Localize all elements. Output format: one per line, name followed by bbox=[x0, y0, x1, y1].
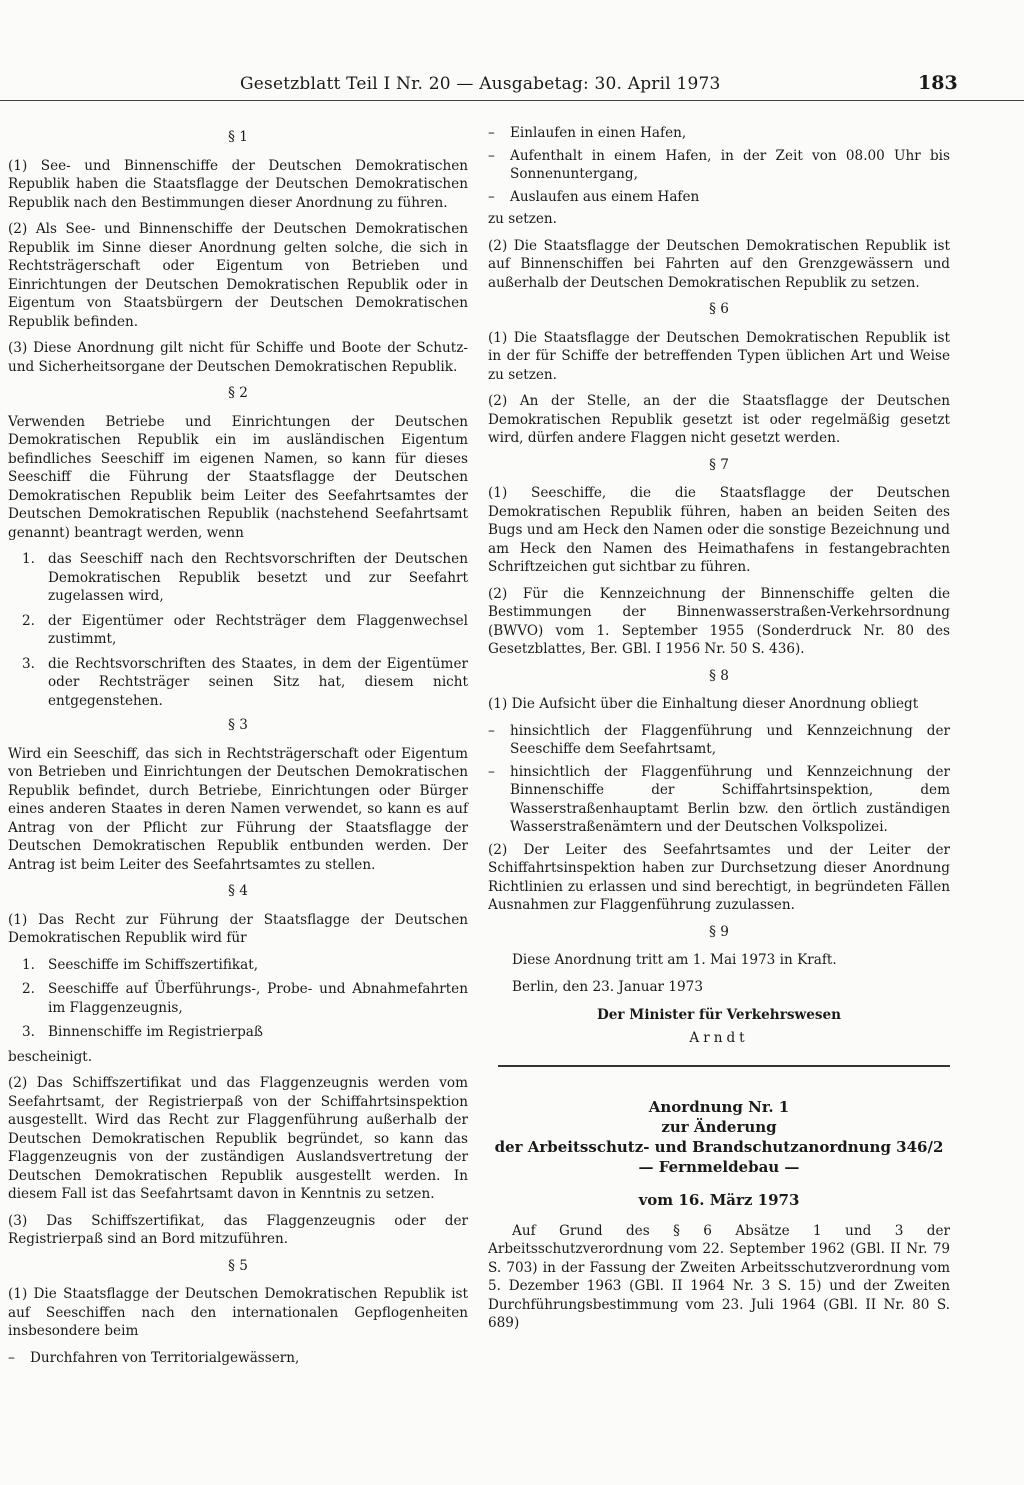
paragraph: (1) Seeschiffe, die die Staatsflagge der Deutschen Demokratischen Republik führen, haben an beiden Seiten des Bugs und am Heck den Namen oder die sonstige Bezeichnung und am Heck den Namen des Heimathafens in festangebrachten Schriftzeichen gut sichtbar zu führen. bbox=[488, 485, 950, 575]
item-text: Binnenschiffe im Registrierpaß bbox=[48, 1024, 263, 1040]
item-number: 1. bbox=[22, 956, 35, 973]
section-heading-9: § 9 bbox=[709, 923, 729, 940]
paragraph: Auf Grund des § 6 Absätze 1 und 3 der Arbeitsschutzverordnung vom 22. September 1962 (GBl. II Nr. 79 S. 703) in der Fassung der Zweiten Arbeitsschutzverordnung vom 5. Dezember 1963 (GBl. II 1964 Nr. 3 S. 15) und der Zweiten Durchführungsbestimmung vom 23. Juli 1964 (GBl. II Nr. 80 S. 689) bbox=[488, 1222, 950, 1331]
dash-text: Einlaufen in einen Hafen, bbox=[510, 125, 687, 141]
place-date: Berlin, den 23. Januar 1973 bbox=[512, 978, 703, 995]
dash-mark: – bbox=[488, 147, 495, 164]
paragraph: (3) Diese Anordnung gilt nicht für Schiffe und Boote der Schutz- und Sicherheitsorgane der Deutschen Demokratischen Republik. bbox=[8, 340, 468, 375]
paragraph: Verwenden Betriebe und Einrichtungen der Deutschen Demokratischen Republik ein im ausländischen Eigentum befindliches Seeschiff im eigenen Namen, so kann für dieses Seeschiff die Führung der Staatsflagge der Deutschen Demokratischen Republik beim Leiter des Seefahrtsamtes der Deutschen Demokratischen Republik (nachstehend Seefahrtsamt genannt) beantragt werden, wenn bbox=[8, 413, 468, 541]
ordinance-title-line1: Anordnung Nr. 1 bbox=[648, 1098, 790, 1116]
section-divider bbox=[498, 1065, 950, 1067]
dash-item bbox=[488, 147, 950, 184]
dash-text: hinsichtlich der Flaggenführung und Kennzeichnung der Binnenschiffe der Schiffahrtsinspektion, dem Wasserstraßenhauptamt Berlin bzw. den örtlich zuständigen Wasserstraßenämtern und der Deutschen Volkspolizei. bbox=[510, 763, 950, 835]
item-number: 3. bbox=[22, 655, 35, 672]
paragraph: Wird ein Seeschiff, das sich in Rechtsträgerschaft oder Eigentum von Betrieben und Einrichtungen der Deutschen Demokratischen Republik befindet, durch Betriebe, Einrichtungen oder Bürger eines anderen Staates in deren Namen verwendet, so kann es auf Antrag von der Pflicht zur Führung der Staatsflagge der Deutschen Demokratischen Republik entbunden werden. Der Antrag ist beim Leiter des Seefahrtsamtes zu stellen. bbox=[8, 745, 468, 873]
signer-name: Arndt bbox=[689, 1029, 749, 1046]
item-number: 3. bbox=[22, 1024, 35, 1040]
paragraph: (1) Die Staatsflagge der Deutschen Demokratischen Republik ist in der für Schiffe der betreffenden Typen üblichen Art und Weise zu setzen. bbox=[488, 329, 950, 383]
list-item bbox=[8, 980, 468, 1017]
paragraph: (1) Die Aufsicht über die Einhaltung dieser Anordnung obliegt bbox=[488, 696, 919, 712]
paragraph: zu setzen. bbox=[488, 211, 558, 227]
paragraph: (2) Das Schiffszertifikat und das Flaggenzeugnis werden vom Seefahrtsamt, der Registrierpaß von der Schiffahrtsinspektion ausgestellt. Wird das Recht zur Flaggenführung außerhalb der Deutschen Demokratischen Republik begründet, so kann das Flaggenzeugnis von der zuständigen Auslandsvertretung der Deutschen Demokratischen Republik ausgestellt werden. In diesem Fall ist das Seefahrtsamt davon in Kenntnis zu setzen. bbox=[8, 1075, 468, 1202]
dash-item bbox=[488, 124, 950, 143]
list-item bbox=[8, 956, 468, 975]
page-number: 183 bbox=[918, 72, 958, 94]
header-title: Gesetzblatt Teil I Nr. 20 — Ausgabetag: 30. April 1973 bbox=[240, 74, 721, 94]
signer-title: Der Minister für Verkehrswesen bbox=[596, 1007, 842, 1023]
paragraph: (1) Die Staatsflagge der Deutschen Demokratischen Republik ist auf Seeschiffen nach den internationalen Gepflogenheiten insbesondere beim bbox=[8, 1286, 468, 1339]
item-text: das Seeschiff nach den Rechtsvorschriften der Deutschen Demokratischen Republik besetzt und zur Seefahrt zugelassen wird, bbox=[48, 551, 468, 604]
ordinance-title-line3: der Arbeitsschutz- und Brandschutzanordnung 346/2 bbox=[494, 1138, 944, 1156]
list-item bbox=[8, 612, 468, 649]
ordinance-date: vom 16. März 1973 bbox=[638, 1191, 800, 1209]
ordinance-title-line2: zur Änderung bbox=[661, 1118, 777, 1136]
dash-item bbox=[8, 1349, 468, 1368]
paragraph: bescheinigt. bbox=[8, 1048, 93, 1065]
item-number: 2. bbox=[22, 981, 35, 997]
dash-mark: – bbox=[488, 763, 495, 780]
paragraph: (2) An der Stelle, an der die Staatsflagge der Deutschen Demokratischen Republik gesetzt ist oder regelmäßig gesetzt wird, dürfen andere Flaggen nicht gesetzt werden. bbox=[488, 393, 950, 446]
dash-text: hinsichtlich der Flaggenführung und Kennzeichnung der Seeschiffe dem Seefahrtsamt, bbox=[510, 722, 950, 757]
section-heading-7: § 7 bbox=[709, 456, 729, 473]
paragraph: (2) Der Leiter des Seefahrtsamtes und der Leiter der Schiffahrtsinspektion haben zur Durchsetzung dieser Anordnung Richtlinien zu erlassen und sind berechtigt, in begründeten Fällen Ausnahmen zur Flaggenführung zuzulassen. bbox=[488, 841, 950, 913]
item-text: der Eigentümer oder Rechtsträger dem Flaggenwechsel zustimmt, bbox=[48, 612, 468, 647]
dash-mark: – bbox=[488, 188, 495, 205]
dash-mark: – bbox=[488, 125, 495, 141]
header-rule bbox=[0, 100, 1024, 101]
dash-item bbox=[488, 188, 950, 207]
paragraph: Diese Anordnung tritt am 1. Mai 1973 in Kraft. bbox=[512, 952, 837, 968]
section-heading-2: § 2 bbox=[228, 385, 248, 401]
item-text: Seeschiffe auf Überführungs-, Probe- und Abnahmefahrten im Flaggenzeugnis, bbox=[48, 981, 468, 1016]
section-heading-3: § 3 bbox=[228, 717, 248, 733]
paragraph: (3) Das Schiffszertifikat, das Flaggenzeugnis oder der Registrierpaß sind an Bord mitzuführen. bbox=[8, 1212, 468, 1247]
dash-text: Auslaufen aus einem Hafen bbox=[510, 188, 700, 205]
paragraph: (1) Das Recht zur Führung der Staatsflagge der Deutschen Demokratischen Republik wird für bbox=[8, 911, 468, 946]
page-header bbox=[0, 70, 1024, 100]
dash-text: Aufenthalt in einem Hafen, in der Zeit von 08.00 Uhr bis Sonnenuntergang, bbox=[510, 147, 950, 182]
section-heading-6: § 6 bbox=[709, 301, 729, 317]
dash-mark: – bbox=[488, 722, 495, 739]
dash-item bbox=[488, 763, 950, 837]
paragraph: (2) Für die Kennzeichnung der Binnenschiffe gelten die Bestimmungen der Binnenwasserstraßen-Verkehrsordnung (BWVO) vom 1. September 1955 (Sonderdruck Nr. 80 des Gesetzblattes, Ber. GBl. I 1956 Nr. 50 S. 436). bbox=[488, 585, 950, 657]
paragraph: (2) Als See- und Binnenschiffe der Deutschen Demokratischen Republik im Sinne dieser Anordnung gelten solche, die sich in Rechtsträgerschaft oder Eigentum von Betrieben und Einrichtungen der Deutschen Demokratischen Republik oder in Eigentum von Staatsbürgern der Deutschen Demokratischen Republik befinden. bbox=[8, 221, 468, 330]
dash-text: Durchfahren von Territorialgewässern, bbox=[30, 1349, 300, 1366]
ordinance-title-line4: — Fernmeldebau — bbox=[638, 1158, 800, 1176]
item-number: 1. bbox=[22, 551, 35, 567]
list-item bbox=[8, 655, 468, 711]
right-column bbox=[488, 124, 950, 1341]
dash-item bbox=[488, 722, 950, 759]
list-item bbox=[8, 550, 468, 606]
dash-mark: – bbox=[8, 1349, 15, 1366]
paragraph: (1) See- und Binnenschiffe der Deutschen Demokratischen Republik haben die Staatsflagge der Deutschen Demokratischen Republik nach den Bestimmungen dieser Anordnung zu führen. bbox=[8, 157, 468, 211]
item-number: 2. bbox=[22, 612, 35, 629]
item-text: Seeschiffe im Schiffszertifikat, bbox=[48, 956, 259, 973]
section-heading-4: § 4 bbox=[228, 883, 248, 899]
list-item bbox=[8, 1023, 468, 1042]
left-column bbox=[8, 124, 468, 1371]
section-heading-8: § 8 bbox=[709, 667, 729, 684]
section-heading-1: § 1 bbox=[228, 129, 248, 145]
item-text: die Rechtsvorschriften des Staates, in dem der Eigentümer oder Rechtsträger seinen Sitz hat, diesem nicht entgegenstehen. bbox=[48, 655, 468, 709]
section-heading-5: § 5 bbox=[228, 1257, 248, 1274]
paragraph: (2) Die Staatsflagge der Deutschen Demokratischen Republik ist auf Binnenschiffen bei Fahrten auf den Grenzgewässern und außerhalb der Deutschen Demokratischen Republik zu setzen. bbox=[488, 237, 950, 291]
